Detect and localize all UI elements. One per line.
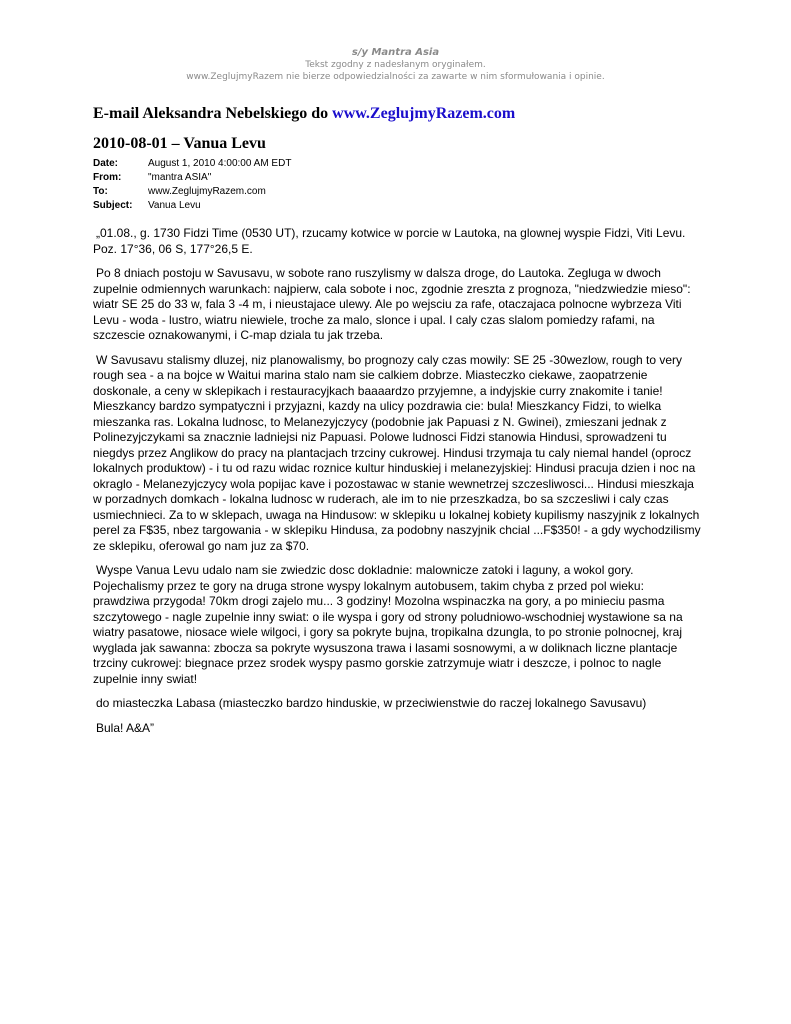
- meta-key: Subject:: [93, 200, 133, 211]
- body-paragraph: „01.08., g. 1730 Fidzi Time (0530 UT), rzucamy kotwice w porcie w Lautoka, na glownej wyspie Fidzi, Viti Levu. Poz. 17°36, 06 S, 177°26,5 E.: [93, 226, 686, 256]
- header-disclaimer-2: www.ZeglujmyRazem nie bierze odpowiedzialności za zawarte w nim sformułowania i opinie.: [186, 72, 605, 82]
- document-title: [93, 104, 515, 124]
- email-body: [93, 226, 703, 745]
- meta-row-subject: [93, 199, 291, 213]
- meta-row-date: [93, 157, 291, 171]
- meta-value: www.ZeglujmyRazem.com: [148, 186, 266, 197]
- meta-value: Vanua Levu: [148, 200, 201, 211]
- body-paragraph: W Savusavu stalismy dluzej, niz planowalismy, bo prognozy caly czas mowily: SE 25 -30wezlow, rough to very rough sea - a na bojce w Waitui marina stalo nam sie calkiem dobrze. Miasteczko ciekawe, zaopatrzenie doskonale, a ceny w sklepikach i restauracyjkach baaaardzo przyjemne, a indyjskie curry znakomite i tanie! Mieszkancy bardzo sympatyczni i przyjazni, kazdy na ulicy pozdrawia cie: bula! Mieszkancy Fidzi, to wielka mieszanka ras. Lokalna ludnosc, to Melanezyjczycy (podobnie jak Papuasi z N. Gwinei), zmieszani jednak z Polinezyjczykami sa znacznie ladniejsi niz Papuasi. Polowe ludnosci Fidzi stanowia Hindusi, sprowadzeni tu niegdys przez Anglikow do pracy na plantacjach trzciny cukrowej. Hindusi trzymaja tu caly niemal handel (oprocz lokalnych produktow) - i tu od razu widac roznice kultur hinduskiej i melanezyjskiej: Hindusi pracuja dzien i noc na okraglo - Melanezyjczycy wola popijac kave i pozostawac w stanie wewnetrzej szczesliwosci... Hindusi mieszkaja w porzadnych domkach - lokalna ludnosc w ruderach, ale im to nie przeszkadza, bo sa szczesliwi i caly czas usmiechnieci. Za to w sklepach, uwaga na Hindusow: w sklepiku u lokalnej kobiety kupilismy naszyjnik z lokalnych perel za F$35, nbez targowania - w sklepiku Hindusa, za podobny naszyjnik chcial ...F$350! - a gdy wychodzilismy ze sklepiku, oferowal go nam juz za $70.: [93, 352, 701, 553]
- document-subtitle: 2010-08-01 – Vanua Levu: [93, 135, 266, 152]
- meta-value: "mantra ASIA": [148, 172, 212, 183]
- meta-row-from: [93, 171, 291, 185]
- meta-row-to: [93, 185, 291, 199]
- document-title-text: E-mail Aleksandra Nebelskiego do: [93, 105, 333, 122]
- meta-value: August 1, 2010 4:00:00 AM EDT: [148, 158, 292, 169]
- meta-key: To:: [93, 186, 108, 197]
- body-paragraph: Bula! A&A”: [96, 720, 155, 735]
- website-link[interactable]: www.ZeglujmyRazem.com: [332, 105, 516, 122]
- email-meta: [93, 157, 291, 213]
- body-paragraph: Wyspe Vanua Levu udalo nam sie zwiedzic dosc dokladnie: malownicze zatoki i laguny, a wokol gory. Pojechalismy przez te gory na druga strone wyspy lokalnym autobusem, takim chyba z przed pol wieku: prawdziwa przygoda! 70km drogi zajelo mu... 3 godziny! Mozolna wspinaczka na gory, a po minieciu pasma szczytowego - nagle zupelnie inny swiat: o ile wyspa i gory od strony poludniowo-wschodniej wystawione sa na wiatry pasatowe, niosace wiele wilgoci, i gory sa pokryte bujna, tropikalna dzungla, to po stronie polnocnej, kraj wyglada jak sawanna: zbocza sa pokryte wysuszona trawa i lasami sosnowymi, a w doliknach liczne plantacje trzciny cukrowej: biegnace przez srodek wyspy pasmo gorskie zatrzymuje wiatr i deszcze, i polnoc to nagle zupelnie inny swiat!: [93, 563, 683, 686]
- header-disclaimer-1: Tekst zgodny z nadesłanym oryginałem.: [305, 60, 486, 70]
- body-paragraph: do miasteczka Labasa (miasteczko bardzo hinduskie, w przeciwienstwie do raczej lokalnego Savusavu): [96, 696, 647, 710]
- body-paragraph: Po 8 dniach postoju w Savusavu, w sobote rano ruszylismy w dalsza droge, do Lautoka. Zegluga w dwoch zupelnie odmiennych warunkach: najpierw, cala sobote i noc, zgodnie zreszta z prognoza, "niedzwiedzie mieso": wiatr SE 25 do 33 w, fala 3 -4 m, i nieustajace ulewy. Ale po wejsciu za rafe, otaczajaca polnocne wybrzeza Viti Levu - woda - lustro, wiatru niewiele, troche za malo, slonce i upal. I caly czas slalom pomiedzy rafami, na szczescie oznakowanymi, i C-map dziala tu jak trzeba.: [93, 266, 691, 342]
- page-header: [0, 46, 791, 83]
- meta-key: From:: [93, 172, 122, 183]
- header-title: s/y Mantra Asia: [351, 47, 440, 58]
- meta-key: Date:: [93, 158, 119, 169]
